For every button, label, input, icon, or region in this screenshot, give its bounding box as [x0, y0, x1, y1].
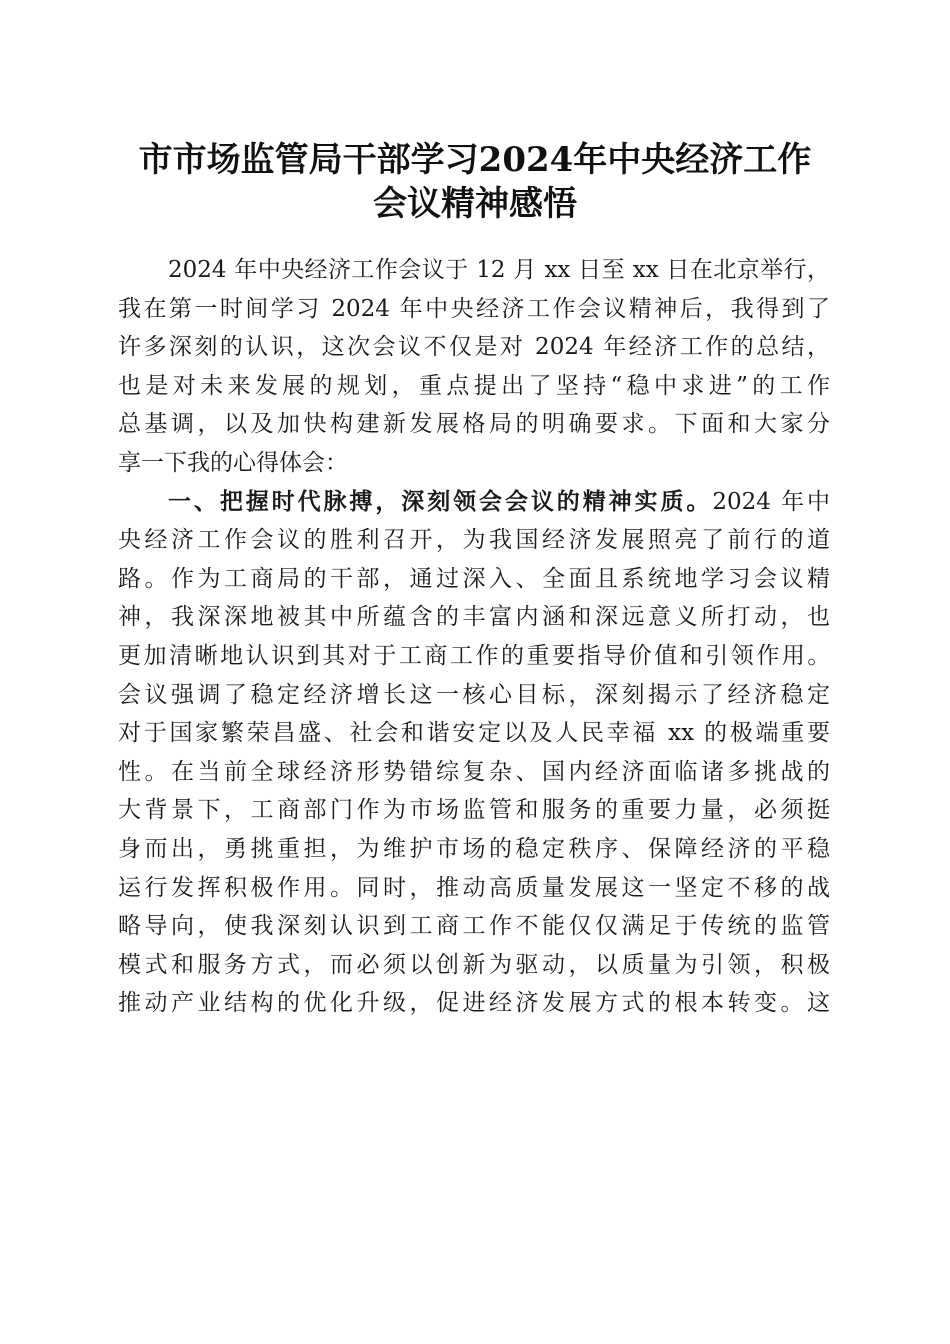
paragraph-line: 神，我深深地被其中所蕴含的丰富内涵和深远意义所打动，也: [118, 604, 830, 631]
section-heading-tail: 2024 年中: [712, 488, 830, 515]
page-title: [110, 138, 840, 226]
paragraph-line: 我在第一时间学习 2024 年中央经济工作会议精神后，我得到了: [118, 295, 830, 322]
document-body: [118, 251, 830, 1023]
paragraph-line: 大背景下，工商部门作为市场监管和服务的重要力量，必须挺: [118, 797, 830, 824]
paragraph-line: 略导向，使我深刻认识到工商工作不能仅仅满足于传统的监管: [118, 913, 830, 940]
paragraph-line: 模式和服务方式，而必须以创新为驱动，以质量为引领，积极: [118, 951, 830, 978]
title-line-1: 市市场监管局干部学习2024年中央经济工作: [138, 140, 812, 180]
paragraph-line: 运行发挥积极作用。同时，推动高质量发展这一坚定不移的战: [118, 874, 830, 901]
paragraph-line: 路。作为工商局的干部，通过深入、全面且系统地学习会议精: [118, 565, 830, 592]
paragraph-line: 享一下我的心得体会：: [118, 449, 348, 476]
paragraph-line: 身而出，勇挑重担，为维护市场的稳定秩序、保障经济的平稳: [118, 835, 830, 862]
paragraph-line: 会议强调了稳定经济增长这一核心目标，深刻揭示了经济稳定: [118, 681, 830, 708]
paragraph-line: 许多深刻的认识，这次会议不仅是对 2024 年经济工作的总结，: [118, 334, 830, 361]
paragraph-line: 对于国家繁荣昌盛、社会和谐安定以及人民幸福 xx 的极端重要: [118, 720, 830, 747]
section-heading: 一、把握时代脉搏，深刻领会会议的精神实质。: [168, 488, 713, 515]
title-line-2: 会议精神感悟: [373, 184, 577, 224]
paragraph-line: 总基调，以及加快构建新发展格局的明确要求。下面和大家分: [118, 411, 830, 438]
section-heading-line: [118, 483, 830, 522]
paragraph-line: 性。在当前全球经济形势错综复杂、国内经济面临诸多挑战的: [118, 758, 830, 785]
paragraph-line: 央经济工作会议的胜利召开，为我国经济发展照亮了前行的道: [118, 527, 830, 554]
paragraph-line: 也是对未来发展的规划，重点提出了坚持“稳中求进”的工作: [118, 372, 830, 399]
paragraph-line: 更加清晰地认识到其对于工商工作的重要指导价值和引领作用。: [118, 642, 830, 669]
paragraph-line: 2024 年中央经济工作会议于 12 月 xx 日至 xx 日在北京举行，: [168, 257, 830, 283]
paragraph-line: 推动产业结构的优化升级，促进经济发展方式的根本转变。这: [118, 990, 830, 1017]
